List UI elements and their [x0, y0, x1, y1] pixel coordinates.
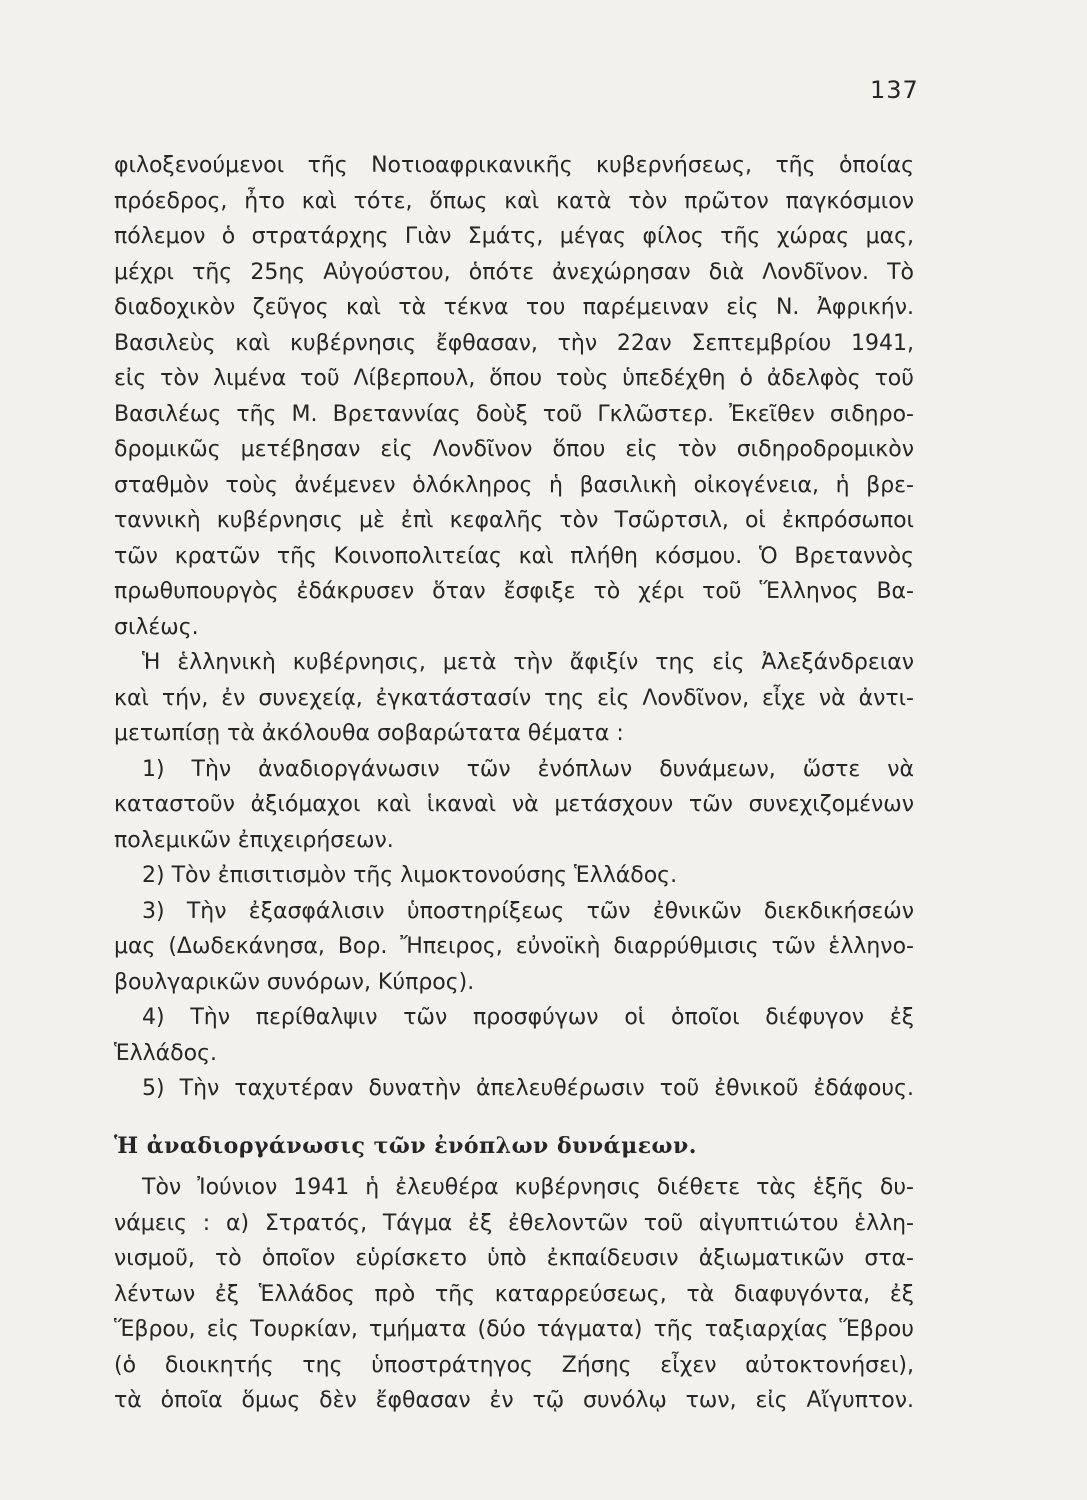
text-line: Βασιλέως τῆς Μ. Βρεταννίας δοὺξ τοῦ Γκλῶστερ. Ἐκεῖθεν σιδηρο-	[114, 401, 914, 427]
text-line: μας (Δωδεκάνησα, Βορ. Ἤπειρος, εὐνοϊκὴ διαρρύθμισις τῶν ἑλληνο-	[114, 934, 914, 959]
text-line: πρωθυπουργὸς ἐδάκρυσεν ὅταν ἔσφιξε τὸ χέρι τοῦ Ἕλληνος Βα-	[114, 579, 914, 604]
text-line: τῶν κρατῶν τῆς Κοινοπολιτείας καὶ πλήθη κόσμου. Ὁ Βρεταννὸς	[114, 543, 914, 569]
text-line: (ὁ διοικητής της ὑποστράτηγος Ζήσης εἶχεν αὐτοκτονήσει),	[114, 1352, 914, 1378]
text-line: νάμεις : α) Στρατός, Τάγμα ἐξ ἐθελοντῶν τοῦ αἰγυπτιώτου ἑλλη-	[114, 1210, 914, 1236]
text-line: 5) Τὴν ταχυτέραν δυνατὴν ἀπελευθέρωσιν τοῦ ἐθνικοῦ ἐδάφους.	[142, 1076, 914, 1101]
text-line: πρόεδρος, ἦτο καὶ τότε, ὅπως καὶ κατὰ τὸν πρῶτον παγκόσμιον	[114, 188, 914, 214]
paragraph-1	[114, 148, 914, 645]
text-line: μετωπίσῃ τὰ ἀκόλουθα σοβαρώτατα θέματα :	[114, 721, 624, 746]
text-line: καὶ τήν, ἐν συνεχείᾳ, ἐγκατάστασίν της εἰς Λονδῖνον, εἶχε νὰ ἀντι-	[114, 685, 914, 711]
text-line: Ἕβρου, εἰς Τουρκίαν, τμήματα (δύο τάγματα) τῆς ταξιαρχίας Ἕβρου	[114, 1317, 914, 1342]
text-line: λέντων ἐξ Ἑλλάδος πρὸ τῆς καταρρεύσεως, τὰ διαφυγόντα, ἐξ	[114, 1281, 914, 1307]
paragraph-3	[114, 1170, 914, 1419]
paragraph-2	[114, 645, 914, 752]
text-line: 2) Τὸν ἐπισιτισμὸν τῆς λιμοκτονούσης Ἑλλάδος.	[142, 863, 678, 888]
list-item-2	[114, 858, 914, 894]
text-line: Βασιλεὺς καὶ κυβέρνησις ἔφθασαν, τὴν 22αν Σεπτεμβρίου 1941,	[114, 330, 914, 356]
text-line: σιλέως.	[114, 614, 199, 640]
text-line: βουλγαρικῶν συνόρων, Κύπρος).	[114, 969, 475, 995]
list-item-1	[114, 752, 914, 859]
text-line: καταστοῦν ἀξιόμαχοι καὶ ἱκαναὶ νὰ μετάσχουν τῶν συνεχιζομένων	[114, 792, 914, 817]
section-heading: Ἡ ἀναδιοργάνωσις τῶν ἐνόπλων δυνάμεων.	[114, 1132, 697, 1159]
text-line: 1) Τὴν ἀναδιοργάνωσιν τῶν ἐνόπλων δυνάμεων, ὥστε νὰ	[142, 756, 914, 782]
text-line: διαδοχικὸν ζεῦγος καὶ τὰ τέκνα του παρέμειναν εἰς Ν. Ἀφρικήν.	[114, 295, 914, 320]
text-line: 4) Τὴν περίθαλψιν τῶν προσφύγων οἱ ὁποῖοι διέφυγον ἐξ	[142, 1005, 914, 1030]
text-line: Ἑλλάδος.	[114, 1040, 218, 1066]
text-line: πολεμικῶν ἐπιχειρήσεων.	[114, 827, 394, 853]
list-item-3	[114, 894, 914, 1001]
page-number: 137	[870, 76, 919, 104]
text-line: φιλοξενούμενοι τῆς Νοτιοαφρικανικῆς κυβερνήσεως, τῆς ὁποίας	[114, 153, 914, 178]
text-line: Τὸν Ἰούνιον 1941 ἡ ἐλευθέρα κυβέρνησις διέθετε τὰς ἑξῆς δυ-	[142, 1175, 914, 1200]
text-line: 3) Τὴν ἐξασφάλισιν ὑποστηρίξεως τῶν ἐθνικῶν διεκδικήσεών	[142, 898, 914, 924]
text-line: νισμοῦ, τὸ ὁποῖον εὑρίσκετο ὑπὸ ἐκπαίδευσιν ἀξιωματικῶν στα-	[114, 1246, 914, 1271]
text-line: μέχρι τῆς 25ης Αὐγούστου, ὁπότε ἀνεχώρησαν διὰ Λονδῖνον. Τὸ	[114, 259, 914, 285]
list-item-5	[114, 1071, 914, 1107]
page-body	[114, 148, 914, 1419]
text-line: τὰ ὁποῖα ὅμως δὲν ἔφθασαν ἐν τῷ συνόλῳ των, εἰς Αἴγυπτον.	[114, 1388, 914, 1413]
text-line: δρομικῶς μετέβησαν εἰς Λονδῖνον ὅπου εἰς τὸν σιδηροδρομικὸν	[114, 437, 914, 462]
text-line: σταθμὸν τοὺς ἀνέμενεν ὁλόκληρος ἡ βασιλικὴ οἰκογένεια, ἡ βρε-	[114, 472, 914, 498]
list-item-4	[114, 1000, 914, 1071]
text-line: ταννικὴ κυβέρνησις μὲ ἐπὶ κεφαλῆς τὸν Τσῶρτσιλ, οἱ ἐκπρόσωποι	[114, 508, 914, 533]
text-line: εἰς τὸν λιμένα τοῦ Λίβερπουλ, ὅπου τοὺς ὑπεδέχθη ὁ ἀδελφὸς τοῦ	[114, 366, 914, 391]
text-line: πόλεμον ὁ στρατάρχης Γιὰν Σμάτς, μέγας φίλος τῆς χώρας μας,	[114, 224, 914, 249]
text-line: Ἡ ἑλληνικὴ κυβέρνησις, μετὰ τὴν ἄφιξίν της εἰς Ἀλεξάνδρειαν	[142, 650, 914, 675]
